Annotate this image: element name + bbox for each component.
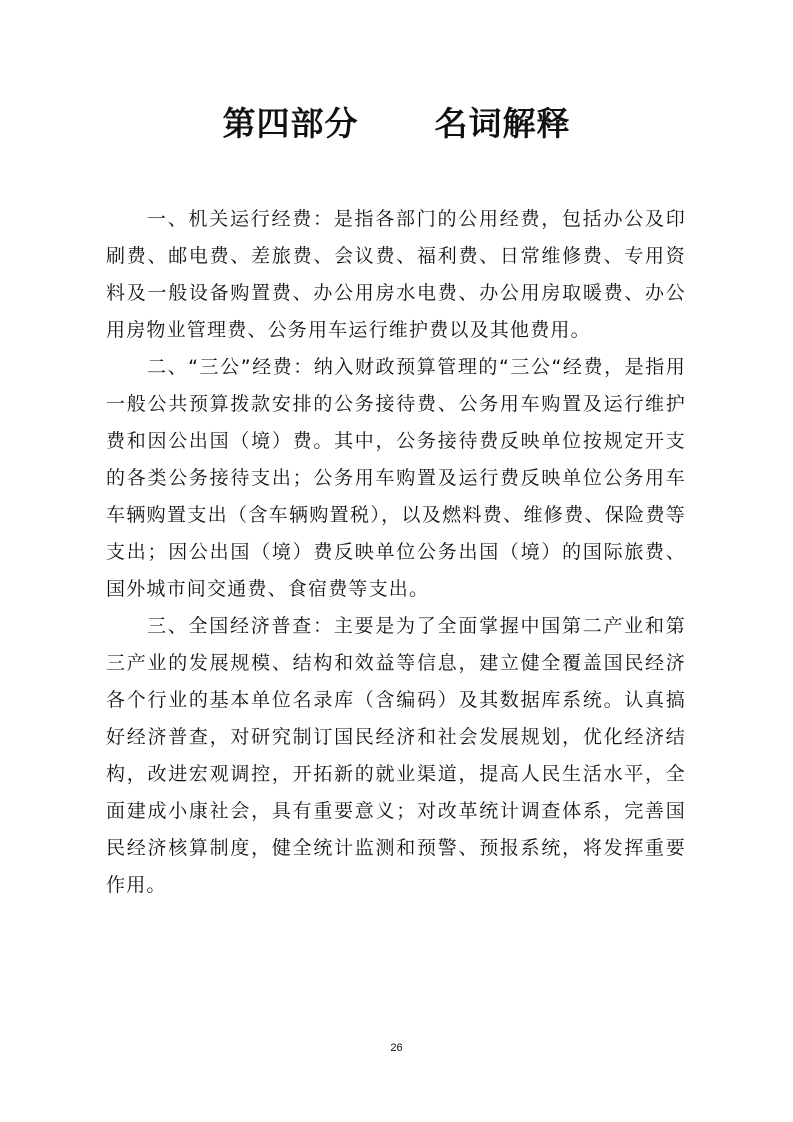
paragraph-operating-expenses: 一、机关运行经费：是指各部门的公用经费，包括办公及印刷费、邮电费、差旅费、会议费、福利费、日常维修费、专用资料及一般设备购置费、办公用房水电费、办公用房取暖费、办公用房物业管理费、公务用车运行维护费以及其他费用。 [106,208,686,341]
title-section-name: 名词解释 [434,104,571,143]
paragraph-economic-census: 三、全国经济普查：主要是为了全面掌握中国第二产业和第三产业的发展规模、结构和效益等信息，建立健全覆盖国民经济各个行业的基本单位名录库（含编码）及其数据库系统。认真搞好经济普查，对研究制订国民经济和社会发展规划，优化经济结构，改进宏观调控，开拓新的就业渠道，提高人民生活水平，全面建成小康社会，具有重要意义；对改革统计调查体系，完善国民经济核算制度，健全统计监测和预警、预报系统，将发挥重要作用。 [106,615,686,896]
paragraph-three-public-expenses: 二、“三公”经费：纳入财政预算管理的“三公“经费，是指用一般公共预算拨款安排的公务接待费、公务用车购置及运行维护费和因公出国（境）费。其中，公务接待费反映单位按规定开支的各类公务接待支出；公务用车购置及运行费反映单位公务用车车辆购置支出（含车辆购置税），以及燃料费、维修费、保险费等支出；因公出国（境）费反映单位公务出国（境）的国际旅费、国外城市间交通费、食宿费等支出。 [106,356,686,600]
page-number: 26 [390,1042,403,1054]
title-part-label: 第四部分 [222,104,359,143]
body-text [106,201,686,904]
page-title [0,102,793,146]
